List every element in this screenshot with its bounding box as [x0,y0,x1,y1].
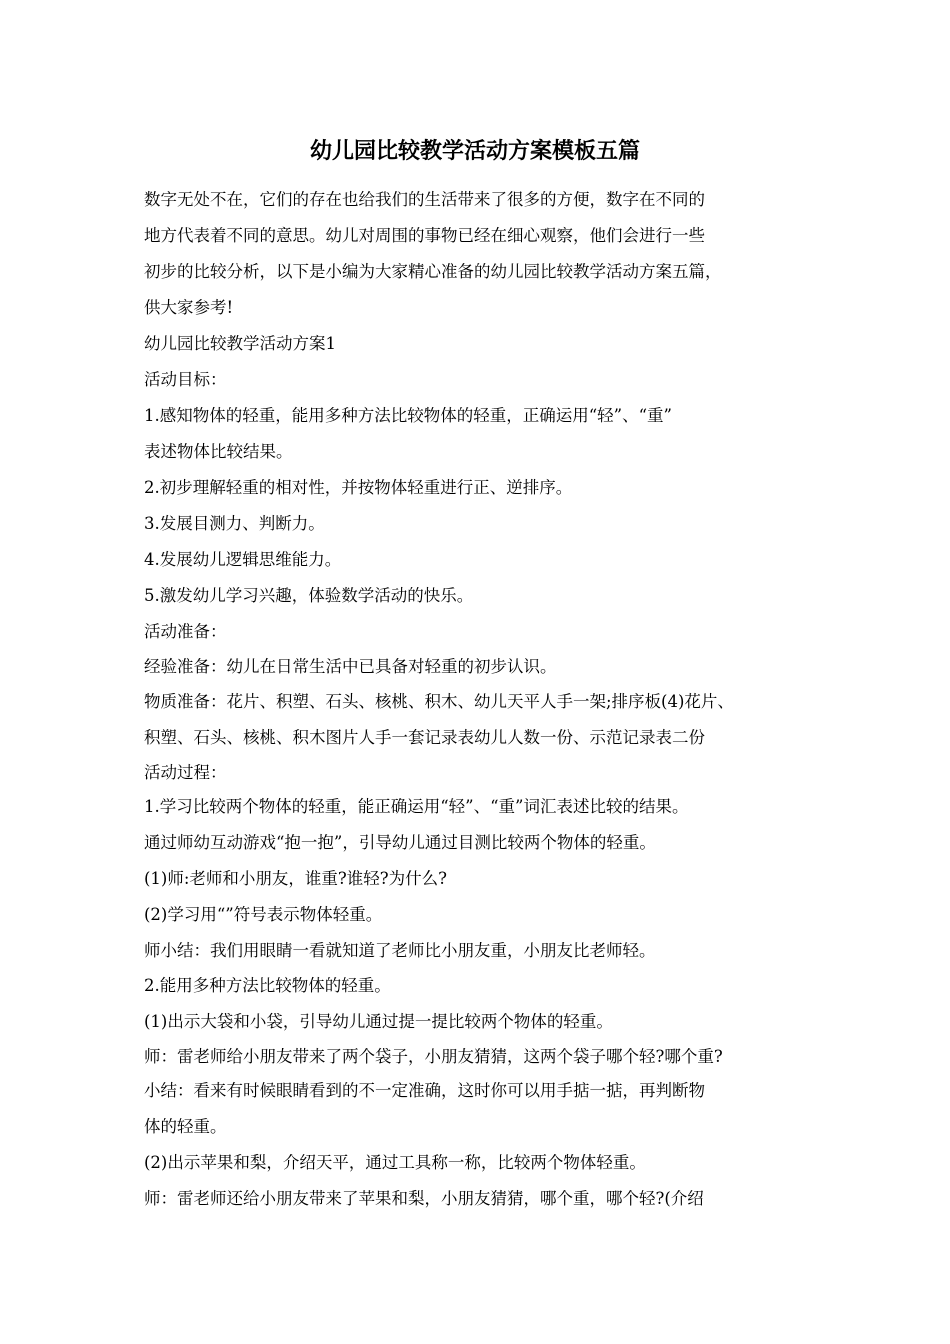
paragraph-line: 表述物体比较结果。 [144,442,293,461]
paragraph-line: 数字无处不在，它们的存在也给我们的生活带来了很多的方便，数字在不同的 [144,190,705,209]
paragraph-line: 体的轻重。 [144,1117,227,1136]
paragraph-line: 师：雷老师还给小朋友带来了苹果和梨，小朋友猜猜，哪个重，哪个轻?(介绍 [144,1189,704,1208]
paragraph-line: 2.初步理解轻重的相对性，并按物体轻重进行正、逆排序。 [144,478,573,497]
subsection-heading: 活动过程： [144,763,227,782]
section-heading: 幼儿园比较教学活动方案1 [144,334,336,353]
paragraph-line: (2)学习用“”符号表示物体轻重。 [144,905,383,924]
paragraph-line: 4.发展幼儿逻辑思维能力。 [144,550,342,569]
paragraph-line: 1.学习比较两个物体的轻重，能正确运用“轻”、“重”词汇表述比较的结果。 [144,797,689,816]
paragraph-line: 经验准备：幼儿在日常生活中已具备对轻重的初步认识。 [144,657,557,676]
paragraph-line: 1.感知物体的轻重，能用多种方法比较物体的轻重，正确运用“轻”、“重” [144,406,672,425]
paragraph-line: 5.激发幼儿学习兴趣，体验数学活动的快乐。 [144,586,474,605]
paragraph-line: 物质准备：花片、积塑、石头、核桃、积木、幼儿天平人手一架;排序板(4)花片、 [144,692,734,711]
paragraph-line: 3.发展目测力、判断力。 [144,514,325,533]
subsection-heading: 活动目标： [144,370,227,389]
subsection-heading: 活动准备： [144,622,227,641]
paragraph-line: 通过师幼互动游戏“抱一抱”，引导幼儿通过目测比较两个物体的轻重。 [144,833,656,852]
paragraph-line: (1)师:老师和小朋友，谁重?谁轻?为什么? [144,869,447,888]
paragraph-line: 地方代表着不同的意思。幼儿对周围的事物已经在细心观察，他们会进行一些 [144,226,705,245]
paragraph-line: 2.能用多种方法比较物体的轻重。 [144,976,391,995]
paragraph-line: (2)出示苹果和梨，介绍天平，通过工具称一称，比较两个物体轻重。 [144,1153,646,1172]
paragraph-line: 小结：看来有时候眼睛看到的不一定准确，这时你可以用手掂一掂，再判断物 [144,1081,705,1100]
paragraph-line: 师小结：我们用眼睛一看就知道了老师比小朋友重，小朋友比老师轻。 [144,941,656,960]
paragraph-line: 师：雷老师给小朋友带来了两个袋子，小朋友猜猜，这两个袋子哪个轻?哪个重? [144,1047,723,1066]
paragraph-line: 供大家参考! [144,298,234,317]
paragraph-line: (1)出示大袋和小袋，引导幼儿通过提一提比较两个物体的轻重。 [144,1012,613,1031]
document-title: 幼儿园比较教学活动方案模板五篇 [309,138,640,164]
paragraph-line: 初步的比较分析，以下是小编为大家精心准备的幼儿园比较教学活动方案五篇， [144,262,722,281]
paragraph-line: 积塑、石头、核桃、积木图片人手一套记录表幼儿人数一份、示范记录表二份 [144,728,705,747]
